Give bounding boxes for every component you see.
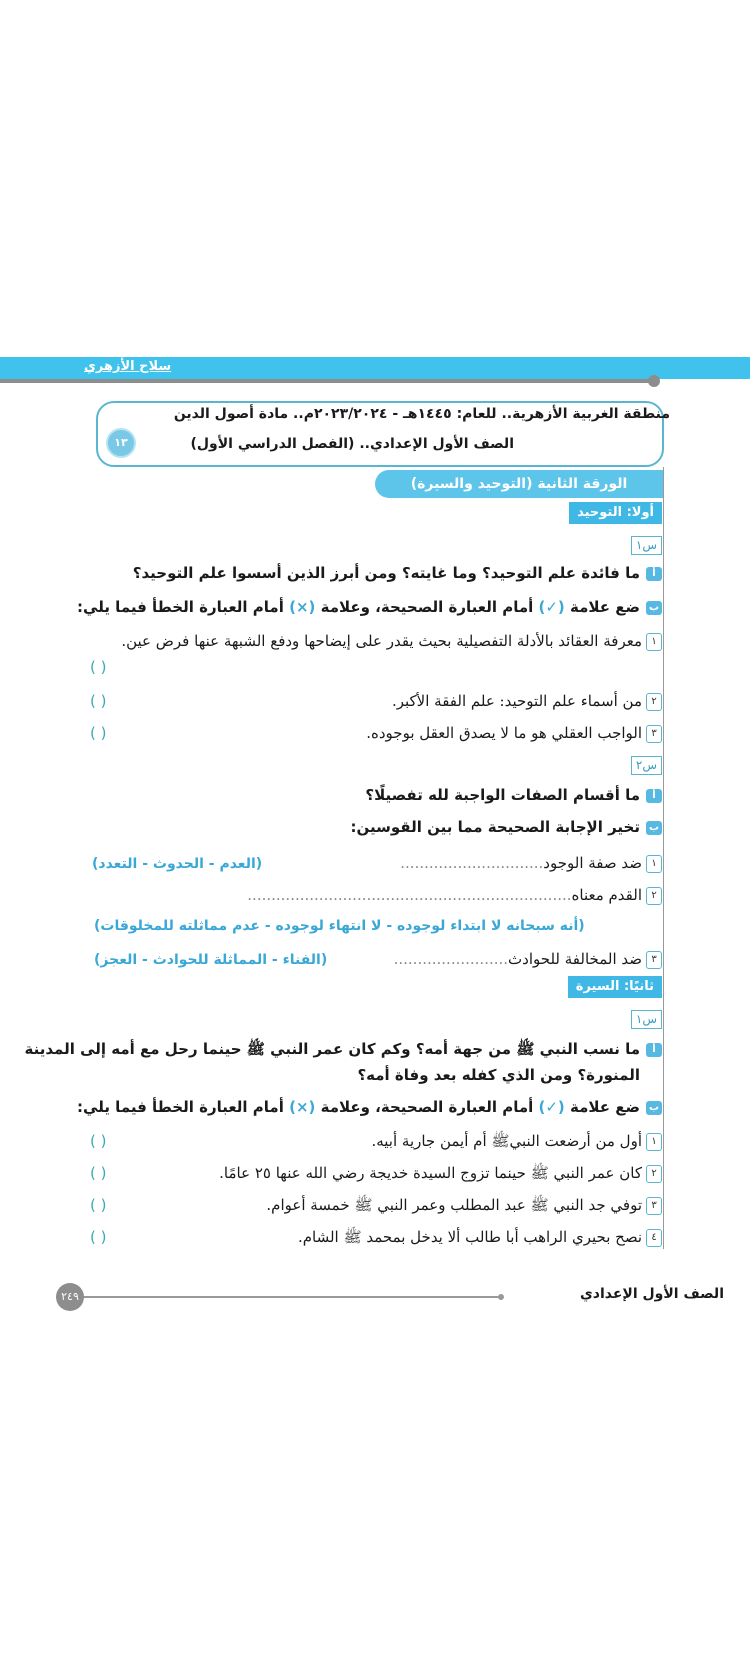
- footer-grade: الصف الأول الإعدادي: [579, 1286, 724, 1302]
- instruction-text: أمام العبارة الصحيحة، وعلامة: [320, 1098, 534, 1116]
- mcq-item: [247, 886, 662, 905]
- question-b: [77, 598, 662, 616]
- statement-item: [121, 632, 662, 651]
- page-number: ٢٤٩: [56, 1283, 84, 1311]
- question-a: [133, 564, 662, 582]
- section-title-seerah: ثانيًا: السيرة: [568, 976, 662, 998]
- instruction-text: ضع علامة: [570, 1098, 640, 1116]
- instruction-text: أمام العبارة الصحيحة، وعلامة: [320, 598, 534, 616]
- statement-text: أول من أرضعت النبيﷺ أم أيمن جارية أبيه.: [371, 1132, 642, 1150]
- item-number: ١: [646, 633, 662, 651]
- paper-title: الورقة الثانية (التوحيد والسيرة): [375, 470, 663, 498]
- instruction-text: ضع علامة: [570, 598, 640, 616]
- content-vertical-rule: [663, 467, 664, 1249]
- instruction-text: تخير الإجابة الصحيحة مما بين القوسين:: [350, 818, 640, 836]
- statement-text: من أسماء علم التوحيد: علم الفقة الأكبر.: [391, 692, 642, 710]
- check-symbol: (✓): [538, 598, 565, 616]
- mcq-item: [394, 950, 662, 969]
- question-label: س١: [631, 536, 662, 555]
- cross-symbol: (×): [289, 598, 316, 616]
- part-b-marker: ب: [646, 601, 662, 615]
- footer-rule: [78, 1296, 502, 1298]
- statement-text: كان عمر النبي ﷺ حينما تزوج السيدة خديجة رضي الله عنها ٢٥ عامًا.: [219, 1164, 642, 1182]
- instruction-text: أمام العبارة الخطأ فيما يلي:: [77, 1098, 284, 1116]
- mcq-choices: (أنه سبحانه لا ابتداء لوجوده - لا انتهاء لوجوده - عدم مماثلته للمخلوقات): [94, 918, 585, 934]
- answer-parentheses[interactable]: ( ): [90, 1132, 107, 1150]
- question-a: [365, 786, 662, 804]
- answer-parentheses[interactable]: ( ): [90, 1228, 107, 1246]
- footer-rule-dot: [498, 1294, 504, 1300]
- mcq-text: ضد صفة الوجود: [543, 854, 642, 872]
- item-number: ١: [646, 855, 662, 873]
- mcq-text: القدم معناه: [571, 886, 642, 904]
- mcq-text: ضد المخالفة للحوادث: [508, 950, 642, 968]
- exam-number-badge: ١٣: [106, 428, 136, 458]
- statement-text: توفي جد النبي ﷺ عبد المطلب وعمر النبي ﷺ خمسة أعوام.: [266, 1196, 642, 1214]
- statement-item: [392, 692, 662, 711]
- section-title-tawheed: أولا: التوحيد: [569, 502, 662, 524]
- part-b-marker: ب: [646, 821, 662, 835]
- item-number: ٢: [646, 693, 662, 711]
- part-a-marker: أ: [646, 1043, 662, 1057]
- statement-item: [266, 1196, 662, 1218]
- brand-logo: سلاح الأزهري: [84, 359, 172, 374]
- question-a-continued: المنورة؟ ومن الذي كفله بعد وفاة أمه؟: [357, 1066, 640, 1084]
- item-number: ٣: [646, 725, 662, 743]
- answer-parentheses[interactable]: ( ): [90, 692, 107, 710]
- answer-parentheses[interactable]: ( ): [90, 1196, 107, 1214]
- item-number: ٣: [646, 1197, 662, 1215]
- statement-text: الواجب العقلي هو ما لا يصدق العقل بوجوده.: [366, 724, 642, 742]
- item-number: ٢: [646, 1165, 662, 1183]
- question-b: [77, 1098, 662, 1116]
- answer-blank[interactable]: ........................: [393, 950, 509, 968]
- instruction-text: أمام العبارة الخطأ فيما يلي:: [77, 598, 284, 616]
- exam-header-line1: منطقة الغربية الأزهرية.. للعام: ١٤٤٥هـ - ٢٠٢٣/٢٠٢٤م.. مادة أصول الدين: [173, 406, 670, 422]
- statement-item: [219, 1164, 662, 1186]
- statement-item: [298, 1228, 662, 1250]
- answer-parentheses[interactable]: ( ): [90, 1164, 107, 1182]
- item-number: ١: [646, 1133, 662, 1151]
- mcq-choices: (العدم - الحدوث - التعدد): [92, 856, 263, 872]
- question-text: ما نسب النبي ﷺ من جهة أمه؟ وكم كان عمر النبي ﷺ حينما رحل مع أمه إلى المدينة: [24, 1040, 640, 1058]
- statement-item: [371, 1132, 662, 1154]
- question-label: س٢: [631, 756, 662, 775]
- item-number: ٤: [646, 1229, 662, 1247]
- answer-parentheses[interactable]: ( ): [90, 658, 107, 676]
- mcq-choices: (الفناء - المماثلة للحوادث - العجز): [94, 952, 328, 968]
- part-b-marker: ب: [646, 1101, 662, 1115]
- item-number: ٢: [646, 887, 662, 905]
- header-divider-dot: [648, 375, 660, 387]
- check-symbol: (✓): [538, 1098, 565, 1116]
- mcq-item: [400, 854, 662, 873]
- part-a-marker: أ: [646, 567, 662, 581]
- cross-symbol: (×): [289, 1098, 316, 1116]
- question-a: [25, 1040, 662, 1062]
- part-a-marker: أ: [646, 789, 662, 803]
- question-b: [351, 818, 662, 836]
- question-text: ما أقسام الصفات الواجبة لله تفصيلًا؟: [365, 786, 640, 804]
- question-label: س١: [631, 1010, 662, 1029]
- exam-header-line2: الصف الأول الإعدادي.. (الفصل الدراسي الأول): [190, 436, 514, 452]
- statement-text: معرفة العقائد بالأدلة التفصيلية بحيث يقدر على إيضاحها ودفع الشبهة عنها فرض عين.: [121, 632, 642, 650]
- statement-text: نصح بحيري الراهب أبا طالب ألا يدخل بمحمد ﷺ الشام.: [297, 1228, 642, 1246]
- item-number: ٣: [646, 951, 662, 969]
- answer-blank[interactable]: ....................................................................: [247, 886, 572, 904]
- answer-parentheses[interactable]: ( ): [90, 724, 107, 742]
- statement-item: [366, 724, 662, 743]
- answer-blank[interactable]: ..............................: [400, 854, 544, 872]
- question-text: ما فائدة علم التوحيد؟ وما غايته؟ ومن أبرز الذين أسسوا علم التوحيد؟: [132, 564, 640, 582]
- header-divider: [0, 379, 654, 383]
